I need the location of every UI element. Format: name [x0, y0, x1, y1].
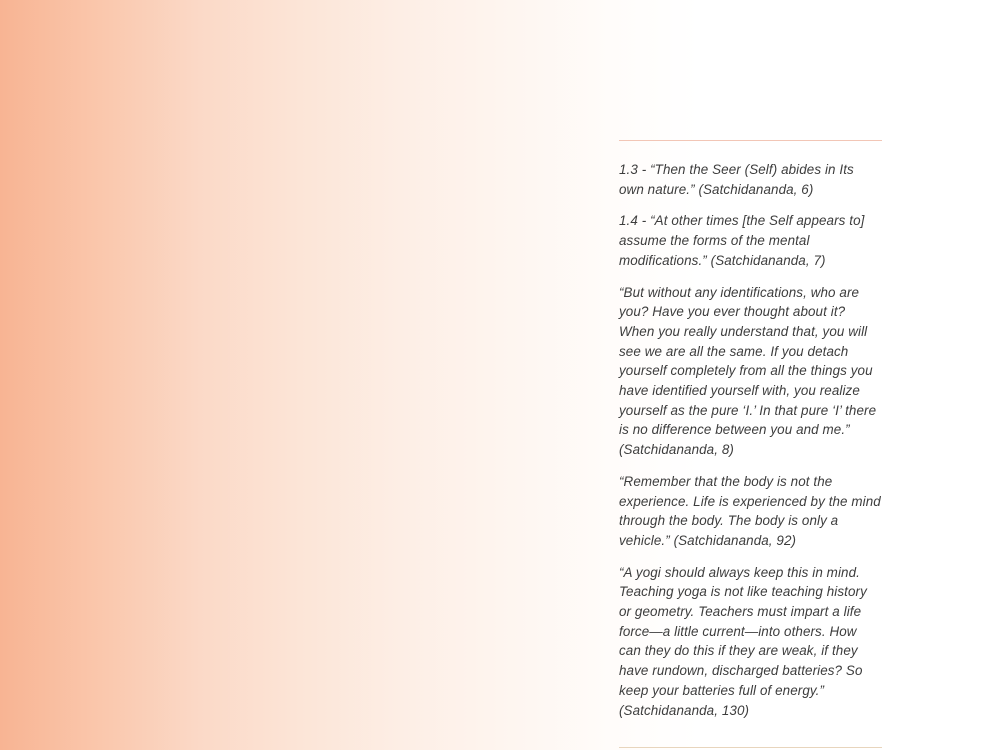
quote-paragraph-sutra-1-4: 1.4 - “At other times [the Self appears to] assume the forms of the mental modifications.” (Satchidananda, 7) — [619, 213, 865, 268]
quote-paragraph-body-vehicle: “Remember that the body is not the experience. Life is experienced by the mind through the body. The body is only a vehicle.” (Satchidananda, 92) — [619, 473, 881, 548]
quote-section — [619, 140, 882, 748]
divider-bottom — [619, 747, 882, 748]
quote-paragraph-yogi-batteries: “A yogi should always keep this in mind. Teaching yoga is not like teaching history or geometry. Teachers must impart a life force—a little current—into others. How can they do this if they are weak, if they have rundown, discharged batteries? So keep your batteries full of energy.” (Satchidananda, 130) — [619, 564, 867, 718]
quote-paragraph-identifications: “But without any identifications, who are you? Have you ever thought about it? When you really understand that, you will see we are all the same. If you detach yourself completely from all the things you have identified yourself with, you realize yourself as the pure ‘I.’ In that pure ‘I’ there is no difference between you and me.” (Satchidananda, 8) — [619, 284, 877, 458]
quote-paragraph-sutra-1-3: 1.3 - “Then the Seer (Self) abides in Its own nature.” (Satchidananda, 6) — [619, 162, 854, 197]
quote-body — [619, 141, 882, 747]
